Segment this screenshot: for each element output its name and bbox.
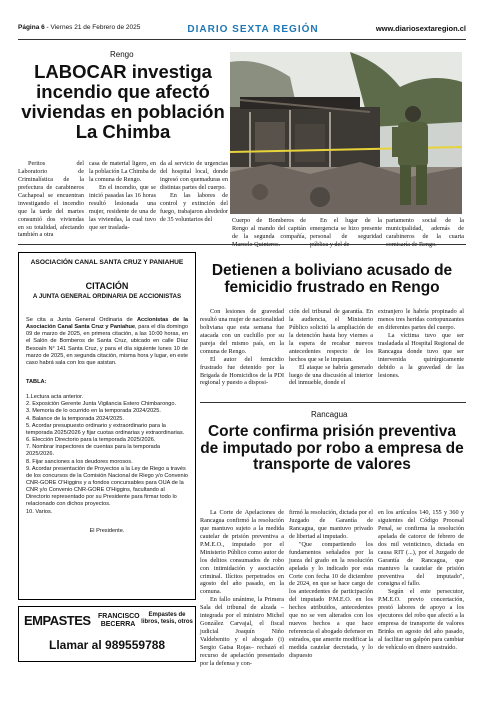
bookbinding-ad [18, 606, 196, 662]
story2-column-1 [200, 308, 284, 387]
story1-paragraph: Peritos del Laboratorio de Criminalística de la prefectura de carabineros Cachapoal se encuentran investigando el incendio que la tarde del martes consumió dos viviendas en su totalidad, afectando también a otra [18, 160, 84, 239]
notice-title: CITACIÓN [85, 281, 129, 292]
story3-paragraph: "Que compartiendo los fundamentos señalados por la jueza del grado en la resolución apelada y lo indicado por esta Corte con fecha 10 de diciembre de 2024, en que se hace cargo de los antecedentes de participación del imputado P.M.E.O. en los hechos atribuidos, antecedentes que no se ven alterados con los nuevos hechos a que hace referencia el abogado defensor en estrados, que amerite modificar la medida cautelar decretada, y lo dispuesto [289, 540, 374, 659]
story3-paragraph: en los artículos 140, 155 y 360 y siguientes del Código Procesal Penal, se confirma la resolución apelada de catorce de febrero de dos mil veinticinco, dictada en causa RIT (...), por el Juzgado de Garantía de Rancagua, que mantuvo la cautelar de prisión preventiva del imputado", consigna el fallo. [378, 509, 464, 588]
story2-paragraph: El autor del femicidio frustrado fue detenido por la Brigada de Homicidios de la PDI regional y puesto a disposi- [200, 355, 284, 387]
story3-column-2 [289, 509, 373, 660]
story2-paragraph: ción del tribunal de garantía. En la audiencia, el Ministerio Público solicitó la ampliación de la detención hasta hoy viernes a la espera de recabar nuevos antecedentes respecto de los hechos que se le imputan. [289, 308, 373, 363]
story1-column-1 [18, 160, 84, 239]
fire-scene-photo [230, 52, 462, 214]
notice-signature: El Presidente. [89, 527, 125, 534]
story2-paragraph: La víctima tuvo que ser trasladada al Hospital Regional de Rancagua donde tuvo que ser intervenida quirúrgicamente debido a la gravedad de las lesiones. [378, 331, 464, 379]
section-rule [200, 402, 466, 403]
story1-column-2 [89, 160, 156, 231]
website-link[interactable]: www.diariosextaregion.cl [375, 24, 466, 33]
story2-paragraph: extranjero le habría propinado al menos tres heridas cortopunzantes en diferentes partes del cuerpo. [378, 308, 464, 331]
notice-subtitle: A JUNTA GENERAL ORDINARIA DE ACCIONISTAS [32, 292, 182, 300]
agenda-item: 8. Fijar sanciones a los deudores morosos. [26, 458, 133, 465]
ad-phone[interactable]: Llamar al 989559788 [49, 638, 166, 652]
story2-headline: Detienen a boliviano acusado de femicidio frustrado en Rengo [211, 262, 453, 296]
story1-kicker: Rengo [110, 50, 134, 59]
story2-paragraph: El ataque se habría generado luego de una discusión al interior del inmueble, donde el [289, 363, 373, 387]
story3-headline: Corte confirma prisión preventiva de imputado por robo a empresa de transporte de valores [200, 423, 464, 474]
section-rule [18, 244, 466, 245]
story1-paragraph: En el incendio, que se inició pasadas las 16 horas resultó lesionada una mujer, residente de una de las viviendas, la cual tuvo que ser traslada- [89, 183, 156, 231]
page-number: Página 6 [18, 24, 45, 31]
notice-body-emphasis: Accionistas de la Asociación Canal Santa Cruz y Paniahue [26, 316, 188, 331]
story3-paragraph: Según el ente persecutor, P.M.E.O. previo concertación, prestó labores de apoyo a los ejecutores del robo que afectó a la empresa de transporte de valores Brinks en agosto del año pasado, al facilitar un galpón para cambiar de vehículo en dinero sustraído. [378, 588, 464, 651]
story3-column-3 [378, 509, 464, 652]
agenda-item: 5. Acordar presupuesto ordinario y extraordinario para la temporada 2025/2026 y fijar cuotas ordinarias y extraordinarias. [26, 422, 185, 436]
agenda-item: 2. Exposición Gerente Junta Vigilancia Estero Chimbarongo. [26, 401, 177, 408]
page-info [18, 24, 140, 31]
story2-paragraph: Con lesiones de gravedad resultó una mujer de nacionalidad boliviana que esta semana fue atacada con un cuchillo por su pareja del mismo país, en la comuna de Rengo. [200, 308, 284, 355]
ad-description: Empastes de libros, tesis, otros [141, 612, 193, 626]
ad-person: FRANCISCO BECERRA [98, 613, 140, 629]
story3-paragraph: La Corte de Apelaciones de Rancagua confirmó la resolución que mantuvo sujeto a la medida cautelar de prisión preventiva a P.M.E.O., imputado por el Ministerio Público como autor de los delitos consumados de robo con intimidación y asociación criminal. Ilícitos perpetrados en agosto del año pasado, en la comuna. [200, 509, 284, 596]
story1-column-3 [160, 160, 228, 224]
story2-column-2 [289, 308, 373, 387]
story1-paragraph: En las labores de control y extinción del fuego, trabajaron alrededor de 35 voluntarios del [160, 191, 228, 223]
agenda-item: 4. Balance de la temporada 2024/2025. [26, 415, 124, 422]
story3-paragraph: En fallo unánime, la Primera Sala del tribunal de alzada –integrada por el ministro Michel González Carvajal, el fiscal judicial Joaquín Niño Valdebenito y el abogado (i) Sergio Gatsa Rojas– rechazó el recurso de apelación presentado por la defensa y con- [200, 596, 284, 667]
agenda-item: 9. Acordar presentación de Proyectos a la Ley de Riego a través de los concursos de la Comisión Nacional de Riego y/o Convenio CNR-GORE O'Higgins y a fondos concursables para OUA de la CNR y/o Convenio CNR-GORE O'Higgins, facultando al Directorio representado por su Presidente para firmar todo lo relacionado con dichos proyectos. [26, 465, 188, 508]
story2-column-3 [378, 308, 464, 379]
notice-organization: ASOCIACIÓN CANAL SANTA CRUZ Y PANIAHUE [30, 259, 184, 266]
page-header [18, 24, 466, 38]
agenda-item: 6. Elección Directorio para la temporada 2025/2026. [26, 437, 156, 444]
notice-body: Se cita a Junta General Ordinaria de Accionistas de la Asociación Canal Santa Cruz y Paniahue, para el día domingo 09 de marzo de 2025, en primera citación, a las 10:00 horas, en el Salón de Bomberos de Santa Cruz, ubicado en calle Díaz Besoaín N° 141 Santa Cruz, y para el día siguiente lunes 10 de marzo de 2025, en segunda citación, misma hora y lugar, en este caso habrá sala con los que asistan. [26, 316, 189, 366]
newspaper-name: DIARIO SEXTA REGIÓN [187, 24, 319, 35]
fire-scene-image [230, 52, 462, 214]
story1-paragraph: casa de material ligero, en la población La Chimba de la comuna de Rengo. [89, 160, 157, 183]
agenda-label: TABLA: [26, 378, 47, 385]
agenda-item: 7. Nombrar inspectores de cuentas para la temporada 2025/2026. [26, 444, 161, 458]
agenda-item: 10. Varios. [26, 508, 53, 515]
header-rule [18, 39, 466, 40]
ad-brand: EMPASTES [24, 613, 91, 628]
story1-paragraph: En el lugar de la emergencia se hizo presente personal de seguridad pública y del de- [310, 217, 382, 248]
story1-paragraph: partamento social de la municipalidad, además de carabineros de la cuarta comisaría de Rengo. [386, 217, 464, 248]
story3-paragraph: firmó la resolución, dictada por el Juzgado de Garantía de Rancagua, que mantuvo privado de libertad al imputado. [289, 509, 373, 540]
agenda-item: 3. Memoria de lo ocurrido en la temporada 2024/2025. [26, 408, 161, 415]
story1-headline: LABOCAR investiga incendio que afectó viviendas en población La Chimba [21, 61, 225, 142]
story3-kicker: Rancagua [311, 410, 348, 419]
story1-paragraph: Cuerpo de Bomberos de Rengo al mando del capitán de la segunda compañía, Marcelo Quinteros. [232, 217, 306, 248]
story1-paragraph: da al servicio de urgencias del hospital local, donde ingresó con quemaduras en distintas partes del cuerpo. [160, 160, 228, 191]
page-date: - Viernes 21 de Febrero de 2025 [44, 24, 141, 31]
shareholders-notice [18, 252, 196, 600]
story3-column-1 [200, 509, 284, 668]
agenda-item: 1.Lectura acta anterior. [26, 394, 84, 401]
